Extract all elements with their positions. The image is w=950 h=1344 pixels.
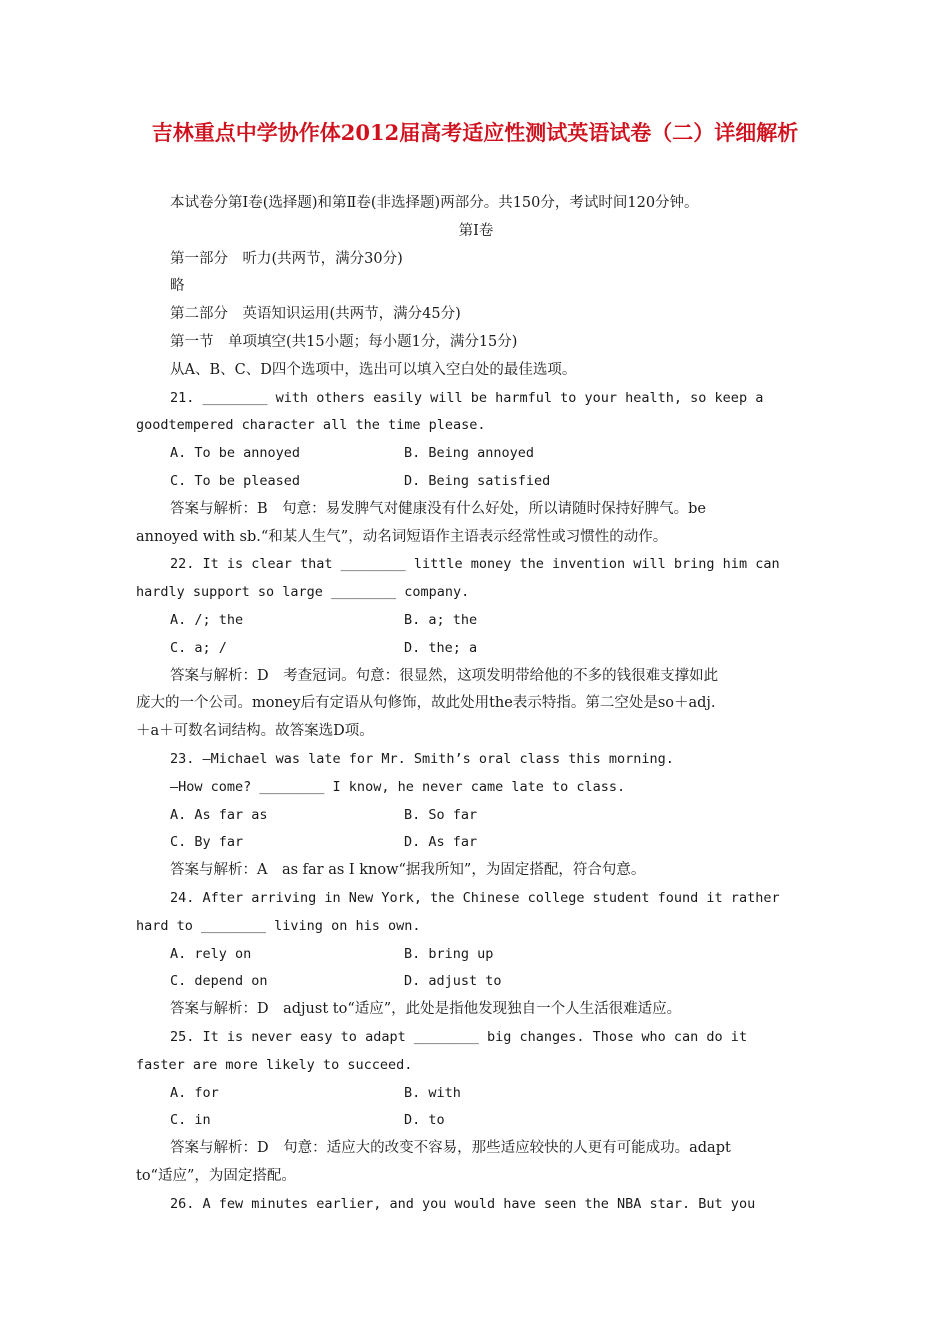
option: B. with [404,1084,461,1101]
answer-explanation: 答案与解析：D 句意：适应大的改变不容易，那些适应较快的人更有可能成功。adapt [170,1140,731,1157]
question-text: hardly support so large ________ company. [136,584,470,601]
option-row [136,635,816,663]
option: C. By far [170,834,244,851]
option: B. So far [404,806,478,823]
option: B. Being annoyed [404,445,535,462]
option-row [136,468,816,496]
option: A. To be annoyed [170,445,301,462]
answer-explanation: annoyed with sb.“和某人生气”，动名词短语作主语表示经常性或习惯性的动作。 [136,528,668,545]
question-text: 25. It is never easy to adapt ________ big changes. Those who can do it [170,1028,748,1045]
option-row [136,1080,816,1108]
document-title: 吉林重点中学协作体2012届高考适应性测试英语试卷（二）详细解析 [151,120,799,145]
question-text: 22. It is clear that ________ little money the invention will bring him can [170,556,780,573]
option: C. To be pleased [170,472,301,489]
answer-explanation: 庞大的一个公司。money后有定语从句修饰，故此处用the表示特指。第二空处是so＋adj. [136,695,716,712]
option-row [136,941,816,969]
question-text: 23. —Michael was late for Mr. Smith’s oral class this morning. [170,750,674,767]
option: D. Being satisfied [404,472,551,489]
option-row [136,607,816,635]
paper-intro: 本试卷分第Ⅰ卷(选择题)和第Ⅱ卷(非选择题)两部分。共150分，考试时间120分钟。 [170,195,699,211]
option: A. /; the [170,611,244,628]
option: D. As far [404,834,478,851]
part-one-omitted: 略 [170,278,185,295]
option: C. in [170,1112,211,1129]
part-two-heading: 第二部分 英语知识运用(共两节，满分45分) [170,306,461,323]
answer-explanation: to“适应”，为固定搭配。 [136,1167,296,1184]
question-text: 21. ________ with others easily will be harmful to your health, so keep a [170,389,764,406]
instructions: 从A、B、C、D四个选项中，选出可以填入空白处的最佳选项。 [170,361,577,378]
answer-explanation: 答案与解析：B 句意：易发脾气对健康没有什么好处，所以请随时保持好脾气。be [170,500,707,517]
option: D. the; a [404,639,478,656]
section-one-heading: 第一节 单项填空(共15小题；每小题1分，满分15分) [170,333,518,350]
question-text: faster are more likely to succeed. [136,1056,413,1073]
option-row [136,440,816,468]
option-row [136,968,816,996]
option: B. bring up [404,945,494,962]
option: A. rely on [170,945,252,962]
answer-explanation: 答案与解析：A as far as I know“据我所知”，为固定搭配，符合句意。 [170,862,646,879]
question-text: goodtempered character all the time please. [136,417,486,434]
option-row [136,829,816,857]
option: D. to [404,1112,445,1129]
option: C. a; / [170,639,227,656]
option: C. depend on [170,973,268,990]
question-text: 26. A few minutes earlier, and you would have seen the NBA star. But you [170,1195,756,1212]
answer-explanation: 答案与解析：D 考查冠词。句意：很显然，这项发明带给他的不多的钱很难支撑如此 [170,667,719,684]
question-text: hard to ________ living on his own. [136,917,421,934]
option: A. As far as [170,806,268,823]
option-row [136,802,816,830]
answer-explanation: ＋a＋可数名词结构。故答案选D项。 [136,723,374,740]
question-text: 24. After arriving in New York, the Chinese college student found it rather [170,889,780,906]
option-row [136,1107,816,1135]
option: D. adjust to [404,973,502,990]
option: B. a; the [404,611,478,628]
option: A. for [170,1084,219,1101]
document-body [136,190,816,1218]
volume-heading: 第Ⅰ卷 [458,222,494,239]
part-one-heading: 第一部分 听力(共两节，满分30分) [170,250,403,267]
question-text: —How come? ________ I know, he never came late to class. [170,778,626,795]
answer-explanation: 答案与解析：D adjust to“适应”，此处是指他发现独自一个人生活很难适应。 [170,1001,682,1018]
